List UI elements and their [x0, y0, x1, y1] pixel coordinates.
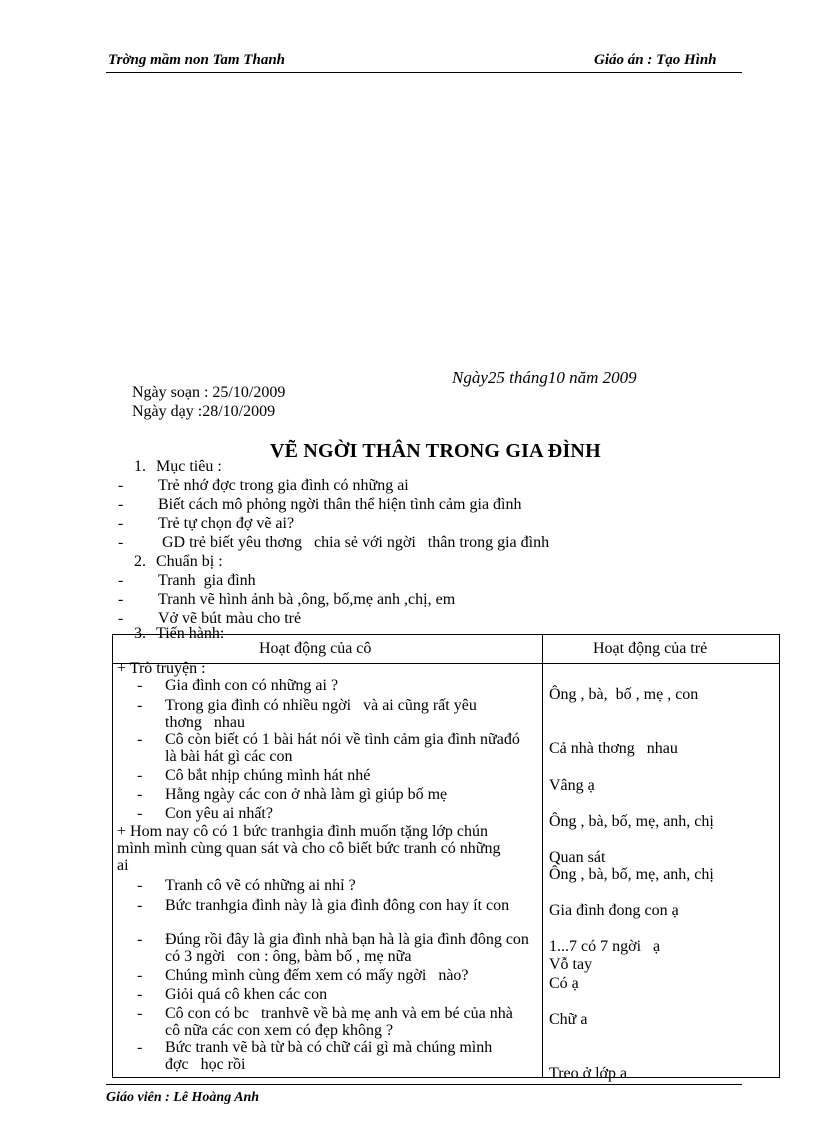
teacher-dash: - — [137, 1039, 143, 1056]
teacher-section-b-heading: + Hom nay cô có 1 bức tranhgia đình muốn tặng lớp chún mình mình cùng quan sát và cho cô biết bức tranh có những ai — [117, 823, 501, 874]
teacher-dash: - — [137, 897, 143, 914]
footer-rule — [106, 1084, 742, 1085]
child-response: Ông , bà, bố, mẹ, anh, chị — [549, 866, 714, 883]
teacher-item: Cô bắt nhịp chúng mình hát nhé — [165, 767, 371, 784]
teacher-name: Giáo viên : Lê Hoàng Anh — [106, 1090, 260, 1105]
section-3-title: Tiến hành: — [156, 625, 225, 642]
teacher-dash: - — [137, 967, 143, 984]
teacher-item: Giỏi quá cô khen các con — [165, 986, 328, 1003]
header-divider — [113, 663, 779, 664]
child-response: 1...7 có 7 ngời ạ — [549, 938, 661, 955]
lesson-subject: Giáo án : Tạo Hình — [594, 52, 717, 68]
teacher-item: Con yêu ai nhất? — [165, 805, 273, 822]
teacher-dash: - — [137, 731, 143, 748]
header-rule — [106, 72, 742, 73]
teacher-dash: - — [137, 786, 143, 803]
teacher-dash: - — [137, 805, 143, 822]
teacher-item: Bức tranh vẽ bà từ bà có chữ cái gì mà chúng mình đợc học rồi — [165, 1039, 497, 1073]
child-response: Quan sát — [549, 849, 606, 866]
teacher-item: Bức tranhgia đình này là gia đình đông con hay ít con — [165, 897, 510, 914]
teacher-item: Chúng mình cùng đếm xem có mấy ngời nào? — [165, 967, 469, 984]
child-response: Ông , bà, bố, mẹ, anh, chị — [549, 813, 714, 830]
teacher-section-a-heading: + Trò truyện : — [117, 660, 206, 677]
school-name: Trờng mầm non Tam Thanh — [108, 52, 285, 68]
section-1-title: Mục tiêu : — [156, 458, 222, 475]
child-response: Vâng ạ — [549, 777, 595, 794]
teach-date: Ngày dạy :28/10/2009 — [132, 403, 276, 420]
col-teacher-header: Hoạt động của cô — [259, 640, 372, 657]
teacher-item: Gia đình con có những ai ? — [165, 677, 339, 694]
child-response: Vỗ tay — [549, 956, 593, 973]
teacher-dash: - — [137, 1005, 143, 1022]
section-2-title: Chuẩn bị : — [156, 553, 223, 570]
teacher-item: Tranh cô vẽ có những ai nhỉ ? — [165, 877, 356, 894]
activities-table — [112, 634, 780, 1082]
child-response: Cả nhà thơng nhau — [549, 740, 678, 757]
prep-date: Ngày soạn : 25/10/2009 — [132, 384, 286, 401]
teacher-dash: - — [137, 877, 143, 894]
child-response: Có ạ — [549, 975, 579, 992]
teacher-item: Cô còn biết có 1 bài hát nói về tình cảm gia đình nữađó là bài hát gì các con — [165, 731, 520, 765]
teacher-dash: - — [137, 931, 143, 948]
child-response: Treo ở lớp a — [549, 1065, 628, 1082]
teacher-item: Đúng rồi đây là gia đình nhà bạn hà là gia đình đông con có 3 ngời con : ông, bàm bố , mẹ nữa — [165, 931, 533, 965]
teacher-dash: - — [137, 767, 143, 784]
date-line: Ngày25 tháng10 năm 2009 — [452, 368, 637, 387]
teacher-item: Hằng ngày các con ở nhà làm gì giúp bố mẹ — [165, 786, 448, 803]
child-response: Chữ a — [549, 1011, 588, 1028]
child-response: Ông , bà, bố , mẹ , con — [549, 686, 699, 703]
teacher-dash: - — [137, 697, 143, 714]
child-response: Gia đình đong con ạ — [549, 902, 679, 919]
column-divider — [542, 635, 543, 1077]
col-child-header: Hoạt động của trẻ — [593, 640, 708, 657]
teacher-dash: - — [137, 986, 143, 1003]
section-2-number: 2. — [134, 553, 146, 570]
teacher-dash: - — [137, 677, 143, 694]
page-title: VẼ NGỜI THÂN TRONG GIA ĐÌNH — [270, 440, 601, 462]
section-1-number: 1. — [134, 458, 146, 475]
section-3-number: 3. — [134, 625, 146, 642]
teacher-item: Cô con có bc tranhvẽ về bà mẹ anh và em bé của nhà cô nữa các con xem có đẹp không ? — [165, 1005, 517, 1039]
teacher-item: Trong gia đình có nhiều ngời và ai cũng rất yêu thơng nhau — [165, 697, 481, 731]
